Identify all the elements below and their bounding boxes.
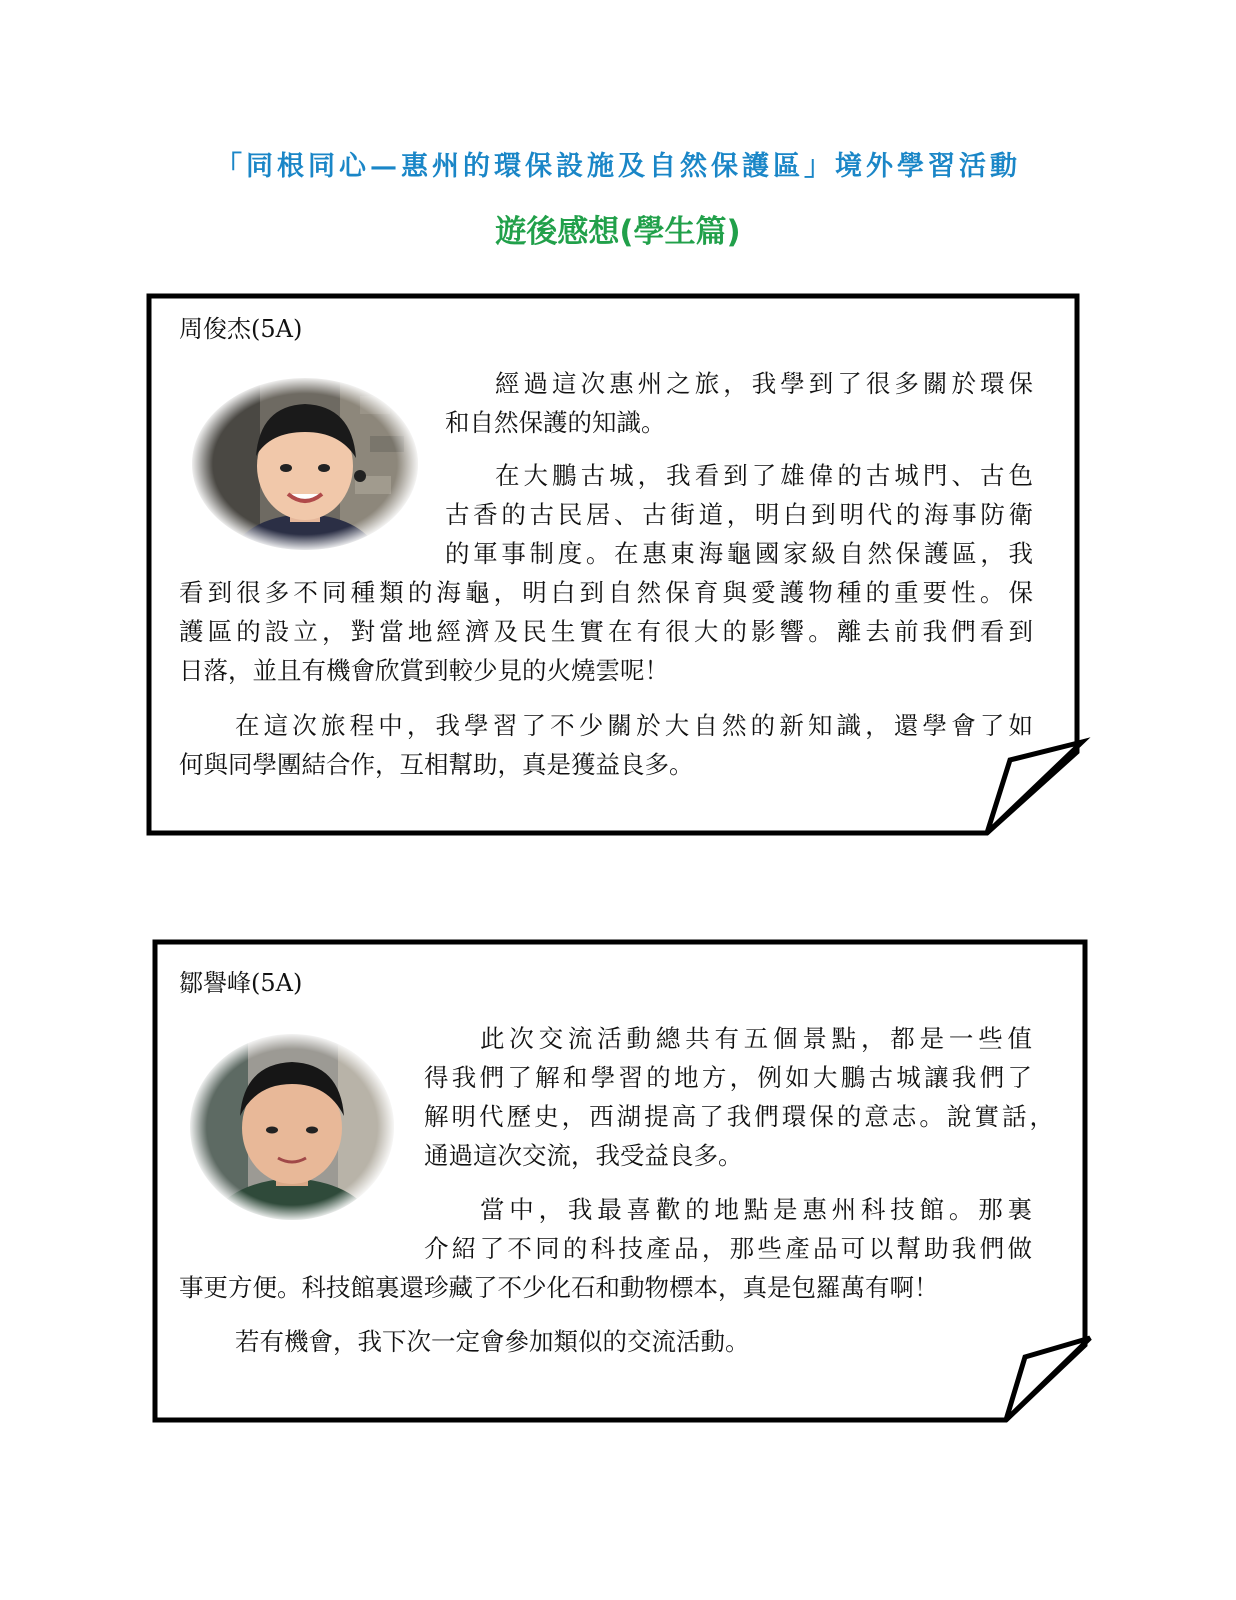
student-photo-image: [188, 1032, 396, 1222]
text-line: 看到很多不同種類的海龜，明白到自然保育與愛護物種的重要性。保: [179, 578, 1033, 607]
paragraph-3: [179, 1322, 1033, 1361]
student-photo-image: [190, 376, 420, 552]
text-line: 日落，並且有機會欣賞到較少見的火燒雲呢！: [179, 656, 669, 685]
document-subtitle: 遊後感想(學生篇): [495, 214, 741, 250]
paragraph-1: [424, 1019, 1054, 1175]
paragraph-2-bottom: [179, 573, 1033, 690]
student-photo: [190, 376, 420, 552]
paragraph-2-top: [445, 456, 1033, 573]
paragraph-2-top: [424, 1190, 1032, 1268]
text-line: 當中，我最喜歡的地點是惠州科技館。那裏: [480, 1195, 1032, 1224]
text-line: 事更方便。科技館裏還珍藏了不少化石和動物標本，真是包羅萬有啊！: [179, 1273, 939, 1302]
text-line: 介紹了不同的科技產品，那些產品可以幫助我們做: [424, 1234, 1032, 1263]
paragraph-2-bottom: [179, 1268, 1054, 1307]
text-line: 解明代歷史，西湖提高了我們環保的意志。說實話，: [424, 1102, 1054, 1131]
student-name: 鄒譽峰(5A): [179, 969, 303, 997]
text-line: 若有機會，我下次一定會參加類似的交流活動。: [235, 1327, 750, 1356]
paragraph-3: [179, 706, 1033, 784]
text-line: 的軍事制度。在惠東海龜國家級自然保護區，我: [445, 539, 1033, 568]
text-line: 在這次旅程中，我學習了不少關於大自然的新知識，還學會了如: [235, 711, 1033, 740]
text-line: 此次交流活動總共有五個景點，都是一些值: [480, 1024, 1032, 1053]
text-line: 經過這次惠州之旅，我學到了很多關於環保: [495, 369, 1033, 398]
text-line: 在大鵬古城，我看到了雄偉的古城門、古色: [495, 461, 1033, 490]
paragraph-1: [445, 364, 1033, 442]
text-line: 古香的古民居、古街道，明白到明代的海事防衛: [445, 500, 1033, 529]
text-line: 通過這次交流，我受益良多。: [424, 1141, 743, 1170]
student-name: 周俊杰(5A): [179, 315, 303, 343]
text-line: 護區的設立，對當地經濟及民生實在有很大的影響。離去前我們看到: [179, 617, 1033, 646]
text-line: 何與同學團結合作，互相幫助，真是獲益良多。: [179, 750, 694, 779]
document-title: 「同根同心—惠州的環保設施及自然保護區」境外學習活動: [215, 151, 1021, 182]
text-line: 得我們了解和學習的地方，例如大鵬古城讓我們了: [424, 1063, 1032, 1092]
student-photo: [188, 1032, 396, 1222]
text-line: 和自然保護的知識。: [445, 408, 666, 437]
